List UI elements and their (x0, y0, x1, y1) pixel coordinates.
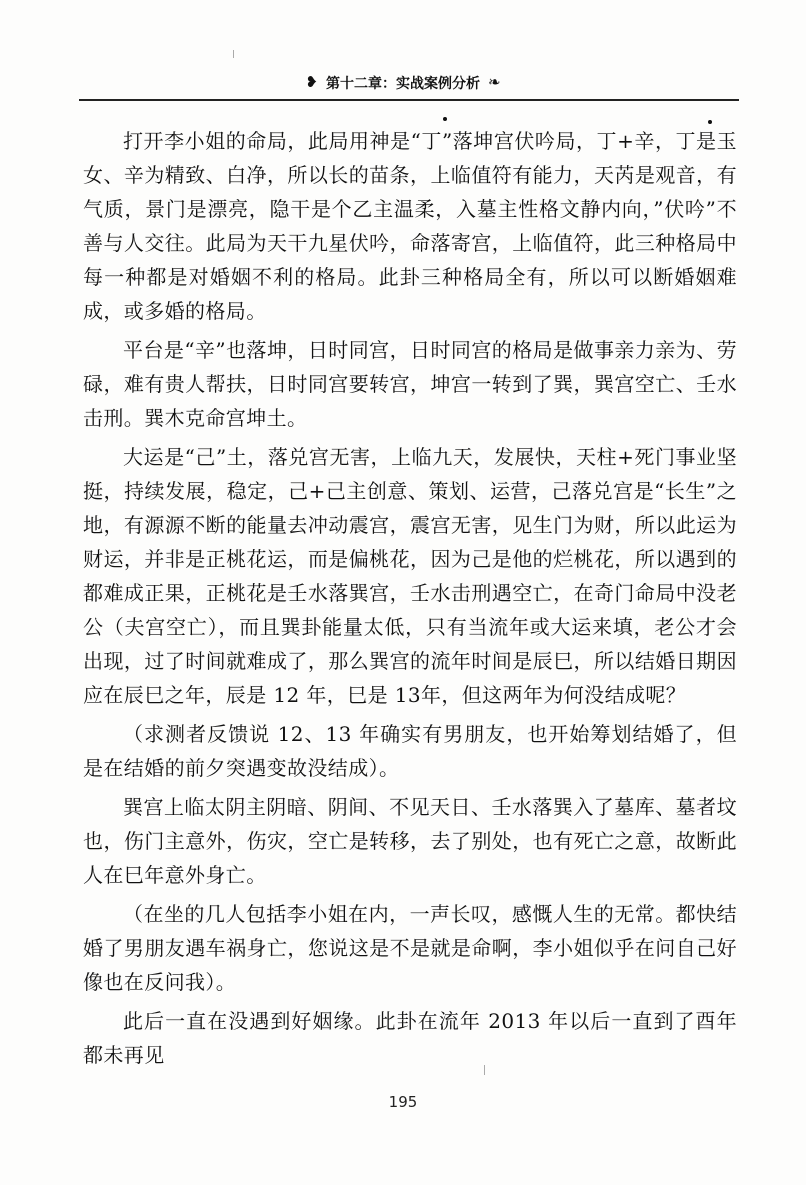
emphasis-dot (443, 117, 447, 121)
page-number: 195 (388, 1093, 418, 1111)
paragraph: 大运是“己”土，落兑宫无害，上临九天，发展快，天柱+死门事业坚挺，持续发展，稳定，己+己主创意、策划、运营，己落兑宫是“长生”之地，有源源不断的能量去冲动震宫，震宫无害，见生门为财，所以此运为财运，并非是正桃花运，而是偏桃花，因为己是他的烂桃花，所以遇到的都难成正果，正桃花是壬水落巽宫，壬水击刑遇空亡，在奇门命局中没老公（夫宫空亡），而且巽卦能量太低，只有当流年或大运来填，老公才会出现，过了时间就难成了，那么巽宫的流年时间是辰巳，所以结婚日期因应在辰巳之年，辰是 12 年，巳是 13年，但这两年为何没结成呢？ (83, 445, 737, 707)
right-ornament-icon: ❧ (488, 73, 501, 91)
paragraph: 平台是“辛”也落坤，日时同宫，日时同宫的格局是做事亲力亲为、劳碌，难有贵人帮扶，日时同宫要转宫，坤宫一转到了巽，巽宫空亡、壬水击刑。巽木克命宫坤土。 (83, 338, 737, 430)
paragraph: 巽宫上临太阴主阴暗、阴间、不见天日、壬水落巽入了墓库、墓者坟也，伤门主意外，伤灾，空亡是转移，去了别处，也有死亡之意，故断此人在巳年意外身亡。 (83, 795, 737, 887)
paragraph: 此后一直在没遇到好姻缘。此卦在流年 2013 年以后一直到了酉年都未再见 (83, 1009, 737, 1067)
header-rule (79, 99, 739, 101)
scan-speck (484, 1065, 485, 1075)
left-ornament-icon: ❥ (305, 73, 318, 91)
chapter-title: 第十二章：实战案例分析 (326, 75, 480, 92)
paragraph: （求测者反馈说 12、13 年确实有男朋友，也开始筹划结婚了，但是在结婚的前夕突遇变故没结成）。 (83, 722, 737, 780)
header-content (305, 73, 500, 93)
scan-speck (233, 50, 234, 58)
body-text (83, 124, 737, 1072)
paragraph: 打开李小姐的命局，此局用神是“丁”落坤宫伏吟局，丁+辛，丁是玉女、辛为精致、白净，所以长的苗条，上临值符有能力，天芮是观音，有气质，景门是漂亮，隐干是个乙主温柔，入墓主性格文静内向，”伏吟”不善与人交往。此局为天干九星伏吟，命落寄宫，上临值符，此三种格局中每一种都是对婚姻不利的格局。此卦三种格局全有，所以可以断婚姻难成，或多婚的格局。 (83, 129, 737, 323)
running-header (0, 72, 806, 102)
paragraph: （在坐的几人包括李小姐在内，一声长叹，感慨人生的无常。都快结婚了男朋友遇车祸身亡，您说这是不是就是命啊，李小姐似乎在问自己好像也在反问我）。 (83, 902, 737, 994)
